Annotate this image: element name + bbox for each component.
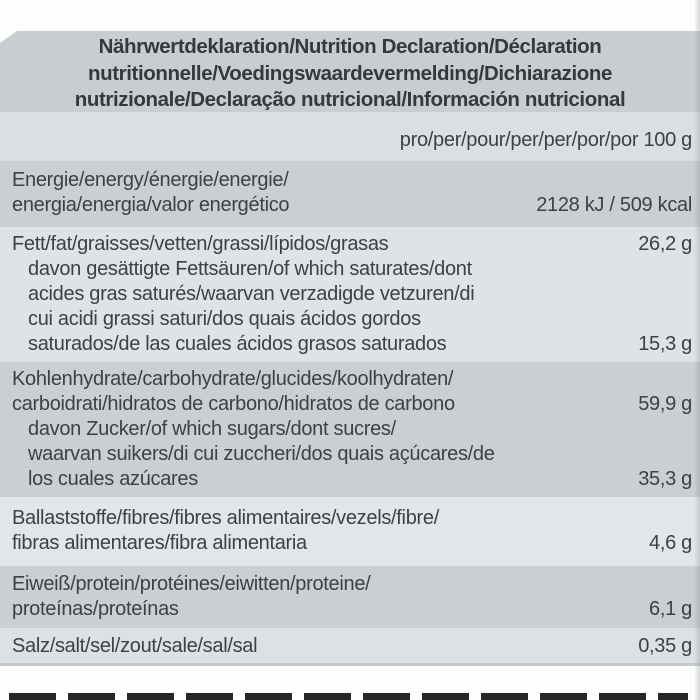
nutrient-line [0,168,700,193]
nutrient-line [0,392,700,417]
nutrient-value: 59,9 g [638,393,692,415]
nutrient-name: Kohlenhydrate/carbohydrate/glucides/koolhydraten/ [12,368,454,390]
row-fibre [0,497,700,566]
nutrient-name: davon Zucker/of which sugars/dont sucres/ [28,418,396,440]
nutrient-name: Salz/salt/sel/zout/sale/sal/sal [12,635,258,657]
cropped-next-section-strip [9,693,688,700]
nutrient-line [0,572,700,597]
nutrient-subline [0,467,700,492]
nutrient-subline [0,307,700,332]
row-protein [0,566,700,628]
nutrient-subline [0,332,700,357]
nutrient-name: waarvan suikers/di cui zuccheri/dos quais açúcares/de [28,443,495,465]
row-energy [0,161,700,227]
per-100g-reference-row [0,112,700,161]
nutrient-subline [0,257,700,282]
nutrient-name: los cuales azúcares [28,468,198,490]
nutrient-name: fibras alimentares/fibra alimentaria [12,532,307,554]
nutrient-value: 15,3 g [638,333,692,355]
nutrient-value: 0,35 g [638,635,692,657]
header-line-1: Nährwertdeklaration/Nutrition Declaration/Déclaration [98,35,602,58]
nutrient-name: Fett/fat/graisses/vetten/grassi/lípidos/grasas [12,233,389,255]
row-salt [0,628,700,666]
nutrient-line [0,193,700,218]
nutrient-name: davon gesättigte Fettsäuren/of which saturates/dont [28,258,472,280]
nutrient-name: Energie/energy/énergie/energie/ [12,169,289,191]
nutrient-subline [0,442,700,467]
nutrient-name: Eiweiß/protein/protéines/eiwitten/proteine/ [12,573,371,595]
nutrient-value: 35,3 g [638,468,692,490]
nutrient-value: 4,6 g [649,532,692,554]
nutrient-line [0,597,700,622]
nutrient-line [0,531,700,556]
nutrient-name: acides gras saturés/waarvan verzadigde vetzuren/di [28,283,475,305]
per-100g-reference-text: pro/per/pour/per/per/por/por 100 g [399,129,692,151]
nutrient-value: 26,2 g [638,233,692,255]
nutrient-name: saturados/de las cuales ácidos grasos saturados [28,333,447,355]
nutrient-subline [0,282,700,307]
nutrient-name: cui acidi grassi saturi/dos quais ácidos gordos [28,308,421,330]
nutrient-name: proteínas/proteínas [12,598,179,620]
nutrient-line [0,506,700,531]
nutrient-subline [0,417,700,442]
nutrient-name: Ballaststoffe/fibres/fibres alimentaires/vezels/fibre/ [12,507,439,529]
bottom-margin [0,666,700,700]
header-line-2: nutritionnelle/Voedingswaardevermelding/Dichiarazione [87,61,613,85]
nutrient-value: 2128 kJ / 509 kcal [536,194,692,216]
header-line-3: nutrizionale/Declaração nutricional/Información nutricional [74,88,626,111]
row-carbohydrate [0,362,700,497]
top-margin [0,0,700,31]
row-fat [0,227,700,362]
nutrient-line [0,232,700,257]
nutrient-line [0,634,700,659]
nutrient-value: 6,1 g [649,598,692,620]
nutrition-declaration-header [0,31,700,112]
nutrient-name: energia/energia/valor energético [12,194,290,216]
nutrient-line [0,367,700,392]
nutrient-name: carboidrati/hidratos de carbono/hidratos de carbono [12,393,455,415]
